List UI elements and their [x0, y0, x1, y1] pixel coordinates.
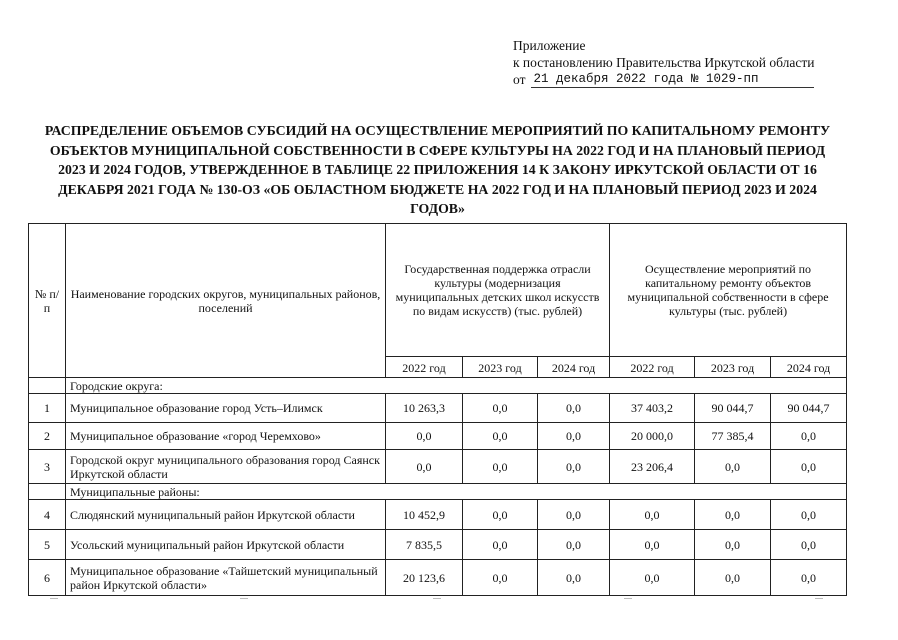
table-row [29, 530, 847, 560]
header-year: 2022 год [610, 357, 695, 378]
row-name: Муниципальное образование «Тайшетский муниципальный район Иркутской области» [66, 560, 386, 596]
row-value: 0,0 [463, 450, 538, 484]
header-year: 2022 год [386, 357, 463, 378]
header-year: 2024 год [771, 357, 847, 378]
scan-artifact [240, 598, 248, 599]
row-value: 0,0 [695, 500, 771, 530]
row-value: 10 263,3 [386, 394, 463, 423]
header-year: 2023 год [463, 357, 538, 378]
appendix-from-label: от [513, 72, 526, 87]
row-value: 7 835,5 [386, 530, 463, 560]
row-value: 0,0 [463, 530, 538, 560]
table-row [29, 423, 847, 450]
row-value: 0,0 [386, 450, 463, 484]
header-name: Наименование городских округов, муниципальных районов, поселений [66, 224, 386, 378]
row-value: 0,0 [610, 500, 695, 530]
row-name: Муниципальное образование город Усть–Илимск [66, 394, 386, 423]
row-value: 0,0 [538, 560, 610, 596]
header-number: № п/п [29, 224, 66, 378]
row-value: 0,0 [538, 450, 610, 484]
row-value: 0,0 [538, 530, 610, 560]
row-value: 0,0 [771, 423, 847, 450]
row-name: Слюдянский муниципальный район Иркутской области [66, 500, 386, 530]
row-number: 6 [29, 560, 66, 596]
row-number: 4 [29, 500, 66, 530]
appendix-date: 21 декабря 2022 года № 1029-пп [531, 72, 813, 88]
section-row [29, 378, 847, 394]
appendix-date-line [513, 71, 893, 88]
row-value: 0,0 [695, 530, 771, 560]
row-value: 0,0 [610, 530, 695, 560]
row-value: 0,0 [463, 423, 538, 450]
row-number: 3 [29, 450, 66, 484]
header-group-support: Государственная поддержка отрасли культуры (модернизация муниципальных детских школ искусств по видам искусств) (тыс. рублей) [386, 224, 610, 357]
row-value: 0,0 [538, 423, 610, 450]
row-number: 1 [29, 394, 66, 423]
section-label: Муниципальные районы: [66, 484, 847, 500]
section-row [29, 484, 847, 500]
row-value: 20 000,0 [610, 423, 695, 450]
row-name: Городской округ муниципального образования город Саянск Иркутской области [66, 450, 386, 484]
table-row [29, 450, 847, 484]
appendix-label: Приложение [513, 38, 586, 53]
header-year: 2024 год [538, 357, 610, 378]
row-value: 90 044,7 [771, 394, 847, 423]
row-value: 77 385,4 [695, 423, 771, 450]
appendix-block [513, 37, 893, 88]
row-value: 0,0 [771, 560, 847, 596]
row-value: 90 044,7 [695, 394, 771, 423]
row-value: 23 206,4 [610, 450, 695, 484]
row-number: 2 [29, 423, 66, 450]
row-name: Муниципальное образование «город Черемхово» [66, 423, 386, 450]
subsidy-table [28, 223, 847, 596]
table-row [29, 500, 847, 530]
row-value: 0,0 [695, 450, 771, 484]
table-row [29, 560, 847, 596]
section-spacer [29, 378, 66, 394]
row-value: 0,0 [538, 394, 610, 423]
section-spacer [29, 484, 66, 500]
row-value: 20 123,6 [386, 560, 463, 596]
row-value: 0,0 [771, 530, 847, 560]
table-row [29, 394, 847, 423]
row-value: 0,0 [771, 500, 847, 530]
document-title: РАСПРЕДЕЛЕНИЕ ОБЪЕМОВ СУБСИДИЙ НА ОСУЩЕСТВЛЕНИЕ МЕРОПРИЯТИЙ ПО КАПИТАЛЬНОМУ РЕМОНТУ ОБЪЕКТОВ МУНИЦИПАЛЬНОЙ СОБСТВЕННОСТИ В СФЕРЕ КУЛЬТУРЫ НА 2022 ГОД И НА ПЛАНОВЫЙ ПЕРИОД 2023 И 2024 ГОДОВ, УТВЕРЖДЕННОЕ В ТАБЛИЦЕ 22 ПРИЛОЖЕНИЯ 14 К ЗАКОНУ ИРКУТСКОЙ ОБЛАСТИ ОТ 16 ДЕКАБРЯ 2021 ГОДА № 130-ОЗ «ОБ ОБЛАСТНОМ БЮДЖЕТЕ НА 2022 ГОД И НА ПЛАНОВЫЙ ПЕРИОД 2023 И 2024 ГОДОВ» [44, 123, 831, 216]
row-value: 0,0 [538, 500, 610, 530]
row-value: 0,0 [463, 500, 538, 530]
row-value: 0,0 [771, 450, 847, 484]
header-group-repair: Осуществление мероприятий по капитальному ремонту объектов муниципальной собственности в сфере культуры (тыс. рублей) [610, 224, 847, 357]
section-label: Городские округа: [66, 378, 847, 394]
scan-artifact [624, 598, 632, 599]
row-value: 0,0 [610, 560, 695, 596]
row-value: 0,0 [463, 560, 538, 596]
row-value: 37 403,2 [610, 394, 695, 423]
row-number: 5 [29, 530, 66, 560]
scan-artifact [815, 598, 823, 599]
row-value: 0,0 [386, 423, 463, 450]
row-value: 0,0 [695, 560, 771, 596]
appendix-resolution: к постановлению Правительства Иркутской области [513, 55, 815, 70]
row-name: Усольский муниципальный район Иркутской области [66, 530, 386, 560]
header-year: 2023 год [695, 357, 771, 378]
scan-artifact [433, 598, 441, 599]
scan-artifact [50, 598, 58, 599]
row-value: 10 452,9 [386, 500, 463, 530]
row-value: 0,0 [463, 394, 538, 423]
